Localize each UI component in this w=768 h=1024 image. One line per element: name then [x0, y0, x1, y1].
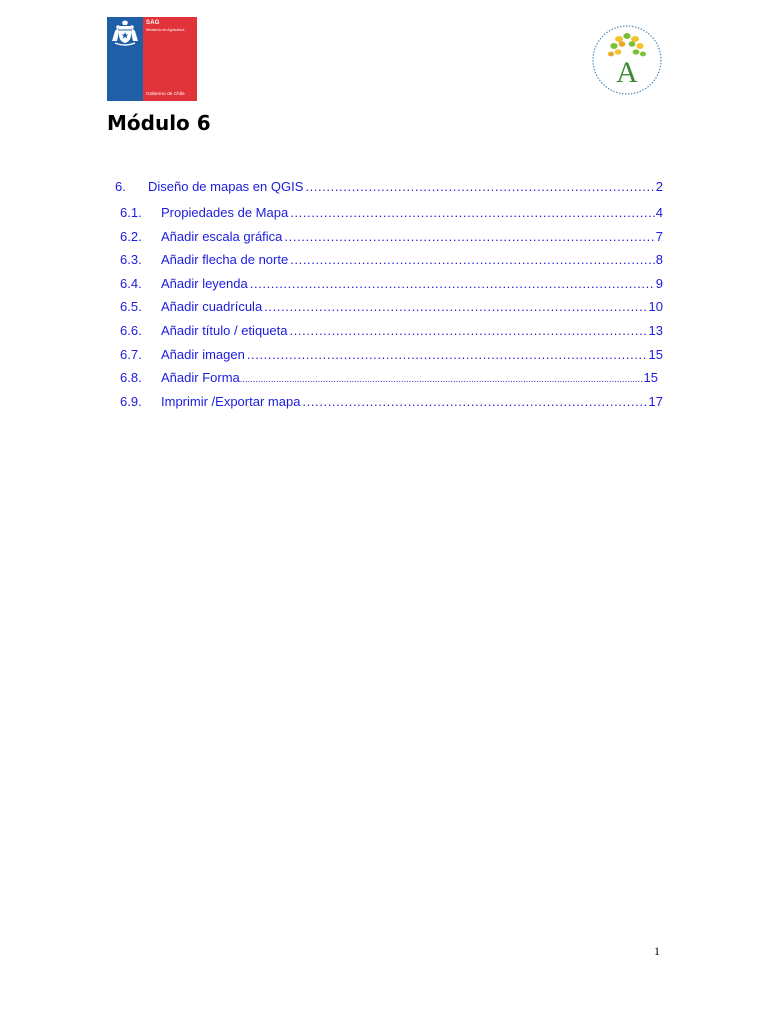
page-number: 1 — [654, 944, 660, 958]
toc-dot-leader — [289, 323, 647, 338]
toc-entry-page: 8 — [655, 252, 663, 267]
toc-entry-number: 6.3. — [120, 252, 142, 267]
toc-entry-label: Añadir título / etiqueta — [161, 323, 288, 338]
toc-entry-label: Imprimir /Exportar mapa — [161, 394, 301, 409]
toc-entry-6-7[interactable] — [120, 347, 663, 367]
toc-entry-6[interactable] — [115, 179, 663, 199]
toc-dot-leader — [264, 299, 647, 314]
toc-entry-number: 6.5. — [120, 299, 142, 314]
toc-entry-page: 13 — [648, 323, 663, 338]
toc-entry-page: 9 — [655, 276, 663, 291]
academy-letter: A — [616, 56, 638, 89]
toc-entry-page: 2 — [655, 179, 663, 194]
tree-leaves-icon — [608, 33, 646, 56]
sag-logo — [107, 17, 197, 101]
toc-entry-6-3[interactable] — [120, 252, 663, 272]
chile-coat-of-arms-icon — [109, 19, 141, 47]
toc-dot-leader — [247, 347, 648, 362]
toc-dot-leader — [290, 205, 655, 220]
toc-entry-6-1[interactable] — [120, 205, 663, 225]
toc-entry-label: Añadir leyenda — [161, 276, 248, 291]
toc-entry-6-6[interactable] — [120, 323, 663, 343]
toc-entry-page: 17 — [648, 394, 663, 409]
toc-entry-6-9[interactable] — [120, 394, 663, 414]
toc-entry-number: 6.4. — [120, 276, 142, 291]
toc-dot-leader — [290, 252, 655, 267]
toc-dot-leader — [302, 394, 647, 409]
toc-entry-number: 6.6. — [120, 323, 142, 338]
toc-entry-6-4[interactable] — [120, 276, 663, 296]
toc-entry-label: Añadir Forma — [161, 370, 240, 385]
page-title: Módulo 6 — [107, 111, 211, 135]
toc-entry-label: Añadir escala gráfica — [161, 229, 283, 244]
toc-entry-label: Diseño de mapas en QGIS — [148, 179, 304, 194]
toc-entry-page: 10 — [648, 299, 663, 314]
toc-dot-leader — [240, 374, 643, 384]
toc-entry-number: 6. — [115, 179, 126, 194]
toc-entry-page: 7 — [655, 229, 663, 244]
toc-entry-6-8[interactable] — [120, 370, 658, 390]
academy-tree-logo — [589, 22, 665, 98]
toc-entry-6-5[interactable] — [120, 299, 663, 319]
sag-logo-blue-panel — [107, 17, 143, 101]
ministry-name: Ministerio de Agricultura — [146, 28, 185, 32]
toc-entry-page: 15 — [648, 347, 663, 362]
toc-entry-number: 6.8. — [120, 370, 142, 385]
toc-entry-number: 6.1. — [120, 205, 142, 220]
toc-entry-label: Propiedades de Mapa — [161, 205, 289, 220]
toc-entry-label: Añadir flecha de norte — [161, 252, 289, 267]
government-name: Gobierno de Chile — [146, 92, 185, 97]
sag-abbreviation: SAG — [146, 20, 160, 26]
sag-logo-red-panel — [143, 17, 197, 101]
toc-entry-number: 6.2. — [120, 229, 142, 244]
toc-dot-leader — [250, 276, 655, 291]
toc-entry-label: Añadir cuadrícula — [161, 299, 263, 314]
toc-dot-leader — [284, 229, 654, 244]
toc-dot-leader — [305, 179, 654, 194]
toc-entry-number: 6.7. — [120, 347, 142, 362]
toc-entry-6-2[interactable] — [120, 229, 663, 249]
toc-entry-label: Añadir imagen — [161, 347, 245, 362]
toc-entry-page: 15 — [643, 370, 658, 385]
toc-entry-number: 6.9. — [120, 394, 142, 409]
toc-entry-page: 4 — [655, 205, 663, 220]
